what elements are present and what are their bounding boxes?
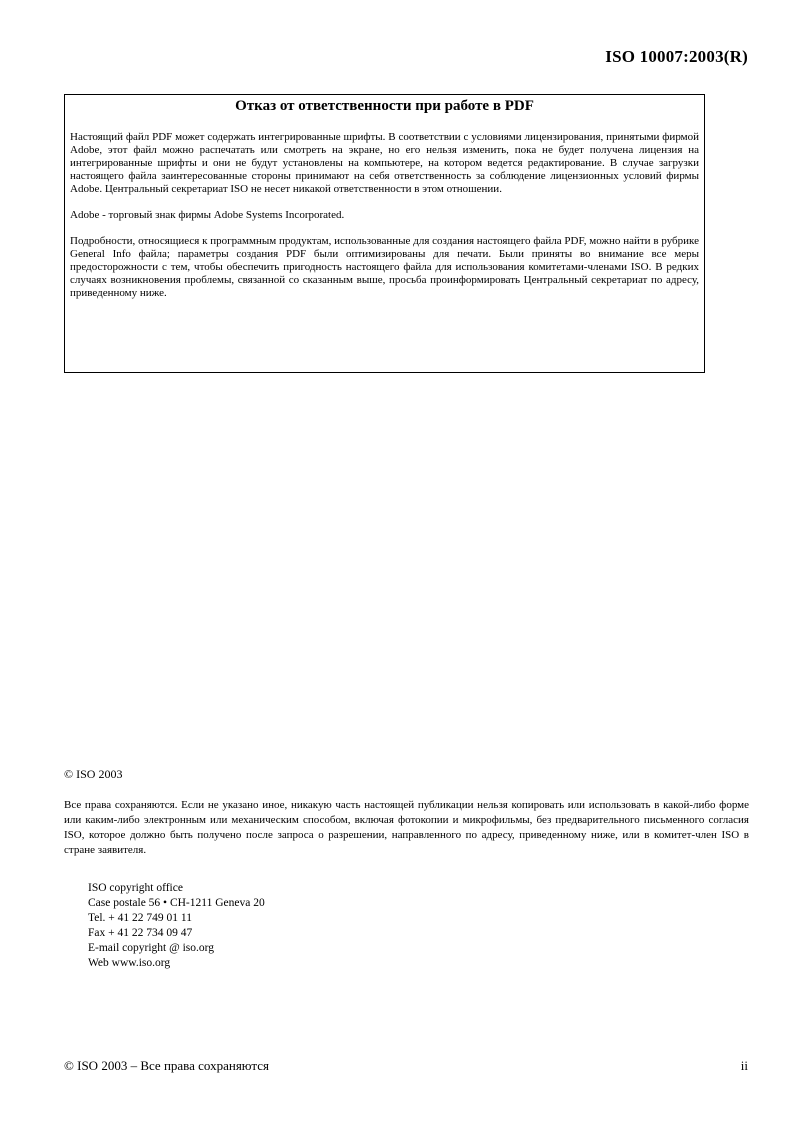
iso-address-block [88, 881, 265, 971]
disclaimer-paragraph-fonts: Настоящий файл PDF может содержать интегрированные шрифты. В соответствии с условиями лицензирования, принятыми фирмой Adobe, этот файл можно распечатать или смотреть на экране, но его нельзя изменить, пока не будет получена лицензия на интегрированные шрифты и они не будут установлены на компьютере, на котором ведется редактирование. В случае загрузки настоящего файла заинтересованные стороны принимают на себя ответственность за соблюдение лицензионных условий фирмы Adobe. Центральный секретариат ISO не несет никакой ответственности в этом отношении. [70, 131, 699, 195]
address-fax: Fax + 41 22 734 09 47 [88, 927, 193, 939]
disclaimer-title: Отказ от ответственности при работе в PDF [235, 98, 534, 114]
disclaimer-paragraph-details: Подробности, относящиеся к программным продуктам, использованные для создания настоящего файла PDF, можно найти в рубрике General Info файла; параметры создания PDF были оптимизированы для печати. Были приняты во внимание все меры предосторожности с тем, чтобы обеспечить пригодность настоящего файла для использования комитетами-членами ISO. В редких случаях возникновения проблемы, связанной со сказанным выше, просьба проинформировать Центральный секретариат по адресу, приведенному ниже. [70, 235, 699, 299]
address-email: E-mail copyright @ iso.org [88, 942, 215, 954]
document-number: ISO 10007:2003(R) [605, 47, 748, 66]
pdf-disclaimer-box [64, 94, 705, 373]
copyright-notice: © ISO 2003 [64, 767, 123, 781]
address-tel: Tel. + 41 22 749 01 11 [88, 912, 192, 924]
disclaimer-paragraph-trademark: Adobe - торговый знак фирмы Adobe Systems Incorporated. [70, 209, 345, 221]
page-number: ii [740, 1058, 748, 1073]
address-office: ISO copyright office [88, 882, 183, 894]
address-web: Web www.iso.org [88, 957, 171, 969]
rights-reserved-text: Все права сохраняются. Если не указано иное, никакую часть настоящей публикации нельзя копировать или использовать в какой-либо форме или каким-либо электронным или механическим способом, включая фотокопии и микрофильмы, без предварительного письменного согласия ISO, которое должно быть получено после запроса о разрешении, направленного по адресу, приведенному ниже, или в комитет-член ISO в стране заявителя. [64, 799, 749, 856]
footer-copyright: © ISO 2003 – Все права сохраняются [64, 1058, 269, 1073]
address-postal: Case postale 56 • CH-1211 Geneva 20 [88, 897, 265, 909]
